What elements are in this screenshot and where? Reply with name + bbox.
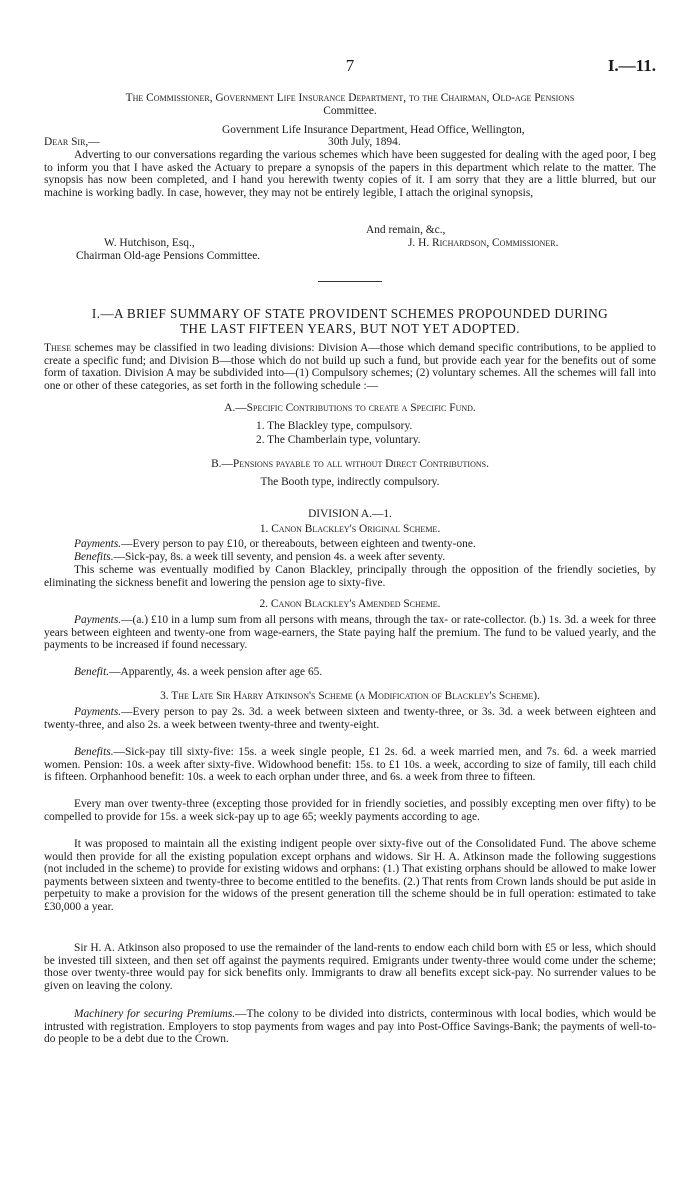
- scheme-3-payments: Payments.—Every person to pay 2s. 3d. a week between sixteen and twenty-three, or 3s. 3d. a week between eighteen and twenty-three, and also 2s. a week between twenty-three and twenty-eight.: [44, 706, 656, 731]
- letter-addressee-title: Chairman Old-age Pensions Committee.: [76, 250, 261, 262]
- section-divider: [318, 281, 382, 282]
- scheme-2-title: 2. Canon Blackley's Amended Scheme.: [259, 598, 441, 610]
- schedule-a-2: 2. The Chamberlain type, voluntary.: [256, 434, 421, 446]
- letter-addressee: W. Hutchison, Esq.,: [104, 237, 195, 249]
- scheme-1-payments: Payments.—Every person to pay £10, or thereabouts, between eighteen and twenty-one.: [74, 538, 476, 550]
- scheme-2-benefit: Benefit.—Apparently, 4s. a week pension after age 65.: [74, 666, 323, 678]
- letter-salutation: Dear Sir,—: [44, 136, 100, 148]
- letter-date: 30th July, 1894.: [328, 136, 401, 148]
- schedule-b: B.—Pensions payable to all without Direct Contributions.: [211, 458, 489, 470]
- scheme-3-para-3: Sir H. A. Atkinson also proposed to use the remainder of the land-rents to endow each child born with £5 or less, which should be invested till sixteen, and then set off against the payments required. Emigrants under twenty-three would come under the scheme; those over twenty-three would pay for sick benefits only. Immigrants to draw all benefits except sick-pay. No surrender values to be given on leaving the colony.: [44, 942, 656, 992]
- scheme-3-title: 3. The Late Sir Harry Atkinson's Scheme (a Modification of Blackley's Scheme).: [160, 690, 540, 702]
- scheme-3-machinery: Machinery for securing Premiums.—The colony to be divided into districts, conterminous with local bodies, which would be intrusted with registration. Employers to stop payments from wages and pay into Post-Office Savings-Bank; the payments of well-to-do people to be a debt due to the Crown.: [44, 1008, 656, 1046]
- page-number: 7: [345, 56, 355, 75]
- letter-signature: J. H. Richardson, Commissioner.: [408, 237, 559, 249]
- scheme-2-payments: Payments.—(a.) £10 in a lump sum from all persons with means, through the tax- or rate-collector. (b.) 1s. 3d. a week for three years between eighteen and twenty-one from wage-earners, the State paying half the premium. The fund to be valued yearly, and the payments to be increased if found necessary.: [44, 614, 656, 652]
- schedule-b-1: The Booth type, indirectly compulsory.: [260, 476, 440, 488]
- scheme-1-benefits: Benefits.—Sick-pay, 8s. a week till seventy, and pension 4s. a week after seventy.: [74, 551, 446, 563]
- scheme-3-para-2: It was proposed to maintain all the existing indigent people over sixty-five out of the Consolidated Fund. The above scheme would then provide for all the existing population except orphans and widows. Sir H. A. Atkinson made the following suggestions (not included in the scheme) to provide for existing widows and orphans: (1.) That existing orphans should be allowed to make lower payments between sixteen and twenty-three to become entitled to the benefits. (2.) That rents from Crown lands should be put aside in perpetuity to make a provision for the widows of the present generation till the scheme should be in full operation: estimated to take £30,000 a year.: [44, 838, 656, 913]
- letter-body: Adverting to our conversations regarding the various schemes which have been suggested for dealing with the aged poor, I beg to inform you that I have asked the Actuary to prepare a synopsis of the papers in this department which relate to the matter. The synopsis has now been completed, and I hand you herewith twenty copies of it. I am sorry that they are a little blurred, but our machine is working badly. In case, however, they may not be entirely legible, I attach the original synopsis,: [44, 149, 656, 199]
- letter-closing: And remain, &c.,: [366, 224, 446, 236]
- letter-address: Government Life Insurance Department, Head Office, Wellington,: [222, 124, 525, 136]
- scheme-3-benefits: Benefits.—Sick-pay till sixty-five: 15s. a week single people, £1 2s. 6d. a week married men, and 7s. 6d. a week married women. Pension: 10s. a week after sixty-five. Widowhood benefit: 15s. to £1 10s. a week, according to size of family, till each child is fifteen. Orphanhood benefit: 10s. a week to each orphan under three, and 6s. a week from three to fifteen.: [44, 746, 656, 784]
- summary-title: I.—A BRIEF SUMMARY OF STATE PROVIDENT SCHEMES PROPOUNDED DURING THE LAST FIFTEEN YEARS, BUT NOT YET ADOPTED.: [91, 306, 609, 336]
- division-title: DIVISION A.—1.: [308, 508, 392, 520]
- scheme-1-title: 1. Canon Blackley's Original Scheme.: [259, 523, 441, 535]
- paper-reference: I.—11.: [607, 56, 656, 75]
- schedule-a-1: 1. The Blackley type, compulsory.: [256, 420, 413, 432]
- scheme-1-note: This scheme was eventually modified by Canon Blackley, principally through the opposition of the friendly societies, by eliminating the sickness benefit and lowering the pension age to sixty-five.: [44, 564, 656, 589]
- schedule-a: A.—Specific Contributions to create a Specific Fund.: [224, 402, 476, 414]
- letter-heading: The Commissioner, Government Life Insurance Department, to the Chairman, Old-age Pensions Committee.: [125, 92, 575, 117]
- summary-intro: These schemes may be classified in two leading divisions: Division A—those which demand specific contributions, to be applied to create a specific fund; and Division B—those which do not build up such a fund, but provide each year for the benefits out of some form of taxation. Division A may be subdivided into—(1) Compulsory schemes; (2) voluntary schemes. All the schemes will fall into one or other of these categories, as set forth in the following schedule :—: [44, 342, 656, 392]
- scheme-3-para-1: Every man over twenty-three (excepting those provided for in friendly societies, and possibly excepting men over fifty) to be compelled to provide for 15s. a week sick-pay up to age 65; weekly payments according to age.: [44, 798, 656, 823]
